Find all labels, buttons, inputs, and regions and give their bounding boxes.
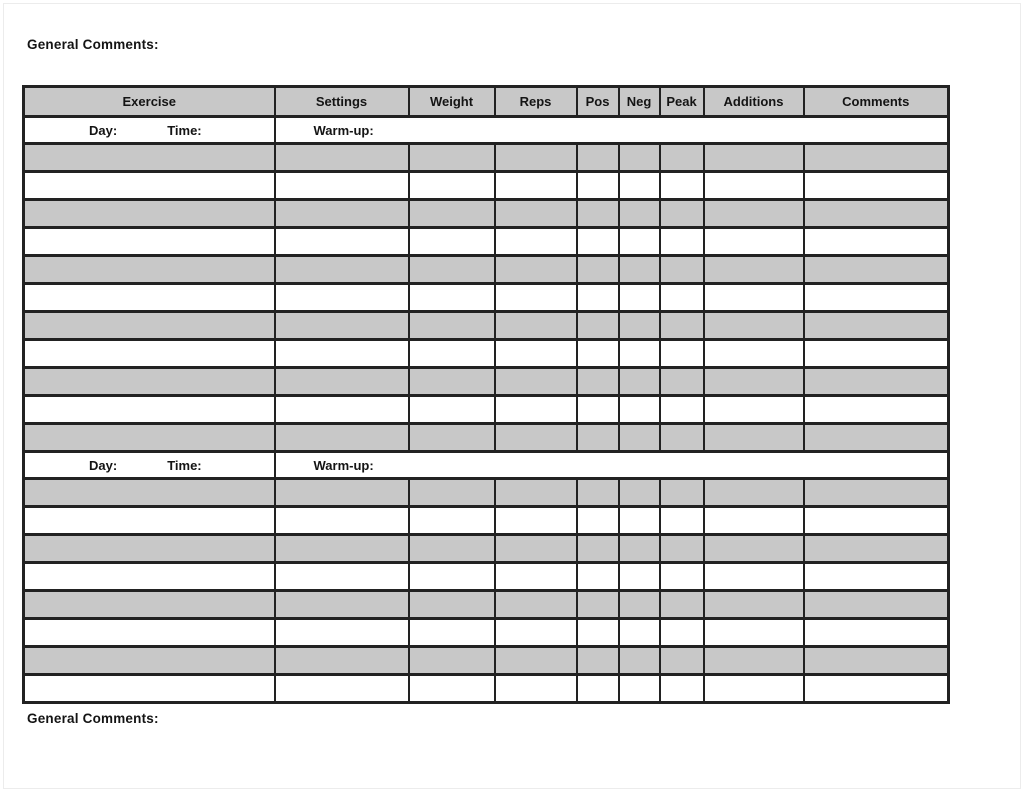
cell-comments[interactable]	[804, 256, 949, 284]
cell-comments[interactable]	[804, 675, 949, 703]
log-table-body	[24, 117, 949, 703]
table-row	[24, 647, 949, 675]
day-time-row	[24, 117, 949, 144]
cell-additions[interactable]	[704, 228, 804, 256]
cell-peak[interactable]	[660, 144, 704, 172]
cell-additions[interactable]	[704, 563, 804, 591]
cell-neg[interactable]	[619, 647, 660, 675]
cell-weight[interactable]	[409, 424, 495, 452]
cell-additions[interactable]	[704, 172, 804, 200]
cell-settings[interactable]	[275, 507, 409, 535]
cell-comments[interactable]	[804, 591, 949, 619]
cell-additions[interactable]	[704, 619, 804, 647]
cell-pos[interactable]	[577, 535, 619, 563]
cell-settings[interactable]	[275, 256, 409, 284]
cell-pos[interactable]	[577, 647, 619, 675]
cell-neg[interactable]	[619, 368, 660, 396]
cell-exercise[interactable]	[24, 228, 275, 256]
column-header-weight: Weight	[409, 87, 495, 117]
cell-neg[interactable]	[619, 591, 660, 619]
cell-weight[interactable]	[409, 619, 495, 647]
cell-pos[interactable]	[577, 256, 619, 284]
cell-pos[interactable]	[577, 312, 619, 340]
table-row	[24, 340, 949, 368]
column-header-pos: Pos	[577, 87, 619, 117]
cell-additions[interactable]	[704, 284, 804, 312]
table-row	[24, 675, 949, 703]
column-header-comments: Comments	[804, 87, 949, 117]
cell-peak[interactable]	[660, 312, 704, 340]
cell-neg[interactable]	[619, 172, 660, 200]
cell-pos[interactable]	[577, 563, 619, 591]
cell-settings[interactable]	[275, 368, 409, 396]
cell-reps[interactable]	[495, 507, 577, 535]
cell-reps[interactable]	[495, 647, 577, 675]
cell-weight[interactable]	[409, 647, 495, 675]
table-row	[24, 591, 949, 619]
cell-weight[interactable]	[409, 396, 495, 424]
cell-weight[interactable]	[409, 507, 495, 535]
cell-comments[interactable]	[804, 368, 949, 396]
cell-exercise[interactable]	[24, 424, 275, 452]
table-row	[24, 396, 949, 424]
table-row	[24, 228, 949, 256]
cell-pos[interactable]	[577, 340, 619, 368]
cell-neg[interactable]	[619, 312, 660, 340]
cell-neg[interactable]	[619, 256, 660, 284]
cell-peak[interactable]	[660, 619, 704, 647]
cell-peak[interactable]	[660, 368, 704, 396]
cell-comments[interactable]	[804, 535, 949, 563]
cell-comments[interactable]	[804, 479, 949, 507]
cell-neg[interactable]	[619, 619, 660, 647]
cell-weight[interactable]	[409, 563, 495, 591]
cell-comments[interactable]	[804, 396, 949, 424]
cell-exercise[interactable]	[24, 535, 275, 563]
cell-neg[interactable]	[619, 424, 660, 452]
warmup-cell[interactable]	[275, 452, 949, 479]
cell-settings[interactable]	[275, 591, 409, 619]
cell-settings[interactable]	[275, 479, 409, 507]
cell-comments[interactable]	[804, 563, 949, 591]
cell-neg[interactable]	[619, 144, 660, 172]
cell-pos[interactable]	[577, 228, 619, 256]
cell-exercise[interactable]	[24, 144, 275, 172]
column-header-exercise: Exercise	[24, 87, 275, 117]
cell-weight[interactable]	[409, 368, 495, 396]
cell-pos[interactable]	[577, 619, 619, 647]
cell-weight[interactable]	[409, 284, 495, 312]
cell-reps[interactable]	[495, 200, 577, 228]
cell-reps[interactable]	[495, 675, 577, 703]
cell-comments[interactable]	[804, 172, 949, 200]
table-row	[24, 535, 949, 563]
cell-exercise[interactable]	[24, 647, 275, 675]
warmup-label: Warm-up:	[313, 457, 374, 473]
cell-reps[interactable]	[495, 284, 577, 312]
cell-settings[interactable]	[275, 312, 409, 340]
cell-pos[interactable]	[577, 144, 619, 172]
table-row	[24, 172, 949, 200]
cell-exercise[interactable]	[24, 312, 275, 340]
cell-peak[interactable]	[660, 256, 704, 284]
cell-additions[interactable]	[704, 647, 804, 675]
cell-reps[interactable]	[495, 144, 577, 172]
cell-exercise[interactable]	[24, 368, 275, 396]
cell-neg[interactable]	[619, 340, 660, 368]
cell-peak[interactable]	[660, 424, 704, 452]
cell-exercise[interactable]	[24, 563, 275, 591]
cell-additions[interactable]	[704, 535, 804, 563]
column-header-settings: Settings	[275, 87, 409, 117]
cell-additions[interactable]	[704, 200, 804, 228]
cell-comments[interactable]	[804, 424, 949, 452]
cell-reps[interactable]	[495, 228, 577, 256]
workout-log-table	[22, 85, 950, 704]
day-time-cell[interactable]	[24, 452, 275, 479]
cell-peak[interactable]	[660, 675, 704, 703]
cell-settings[interactable]	[275, 647, 409, 675]
cell-peak[interactable]	[660, 396, 704, 424]
cell-reps[interactable]	[495, 368, 577, 396]
cell-pos[interactable]	[577, 284, 619, 312]
cell-neg[interactable]	[619, 507, 660, 535]
general-comments-bottom-label: General Comments:	[27, 711, 159, 726]
table-row	[24, 507, 949, 535]
cell-additions[interactable]	[704, 144, 804, 172]
cell-peak[interactable]	[660, 563, 704, 591]
cell-comments[interactable]	[804, 284, 949, 312]
cell-reps[interactable]	[495, 172, 577, 200]
cell-additions[interactable]	[704, 675, 804, 703]
cell-reps[interactable]	[495, 591, 577, 619]
cell-additions[interactable]	[704, 368, 804, 396]
cell-reps[interactable]	[495, 312, 577, 340]
time-label: Time:	[167, 122, 202, 138]
cell-weight[interactable]	[409, 228, 495, 256]
cell-weight[interactable]	[409, 200, 495, 228]
table-row	[24, 479, 949, 507]
cell-weight[interactable]	[409, 340, 495, 368]
cell-weight[interactable]	[409, 591, 495, 619]
cell-reps[interactable]	[495, 340, 577, 368]
cell-additions[interactable]	[704, 424, 804, 452]
cell-peak[interactable]	[660, 172, 704, 200]
cell-exercise[interactable]	[24, 591, 275, 619]
time-label: Time:	[167, 457, 202, 473]
cell-pos[interactable]	[577, 368, 619, 396]
cell-settings[interactable]	[275, 200, 409, 228]
cell-settings[interactable]	[275, 172, 409, 200]
cell-pos[interactable]	[577, 396, 619, 424]
cell-peak[interactable]	[660, 340, 704, 368]
cell-additions[interactable]	[704, 396, 804, 424]
cell-neg[interactable]	[619, 479, 660, 507]
table-row	[24, 368, 949, 396]
cell-neg[interactable]	[619, 535, 660, 563]
cell-additions[interactable]	[704, 340, 804, 368]
warmup-label: Warm-up:	[313, 122, 374, 138]
cell-weight[interactable]	[409, 256, 495, 284]
table-row	[24, 256, 949, 284]
cell-neg[interactable]	[619, 228, 660, 256]
cell-pos[interactable]	[577, 591, 619, 619]
cell-additions[interactable]	[704, 507, 804, 535]
cell-neg[interactable]	[619, 284, 660, 312]
cell-neg[interactable]	[619, 563, 660, 591]
cell-additions[interactable]	[704, 479, 804, 507]
cell-peak[interactable]	[660, 479, 704, 507]
cell-comments[interactable]	[804, 312, 949, 340]
cell-pos[interactable]	[577, 200, 619, 228]
cell-settings[interactable]	[275, 284, 409, 312]
cell-comments[interactable]	[804, 200, 949, 228]
cell-neg[interactable]	[619, 396, 660, 424]
table-row	[24, 312, 949, 340]
cell-weight[interactable]	[409, 675, 495, 703]
cell-comments[interactable]	[804, 647, 949, 675]
cell-settings[interactable]	[275, 619, 409, 647]
table-row	[24, 200, 949, 228]
header-row	[24, 87, 949, 117]
day-time-row	[24, 452, 949, 479]
day-label: Day:	[89, 457, 118, 473]
cell-comments[interactable]	[804, 228, 949, 256]
cell-settings[interactable]	[275, 563, 409, 591]
cell-exercise[interactable]	[24, 507, 275, 535]
table-row	[24, 144, 949, 172]
column-header-peak: Peak	[660, 87, 704, 117]
cell-reps[interactable]	[495, 396, 577, 424]
cell-comments[interactable]	[804, 340, 949, 368]
cell-pos[interactable]	[577, 507, 619, 535]
cell-weight[interactable]	[409, 535, 495, 563]
cell-comments[interactable]	[804, 144, 949, 172]
column-header-neg: Neg	[619, 87, 660, 117]
cell-settings[interactable]	[275, 396, 409, 424]
cell-settings[interactable]	[275, 144, 409, 172]
cell-exercise[interactable]	[24, 284, 275, 312]
cell-comments[interactable]	[804, 619, 949, 647]
cell-exercise[interactable]	[24, 675, 275, 703]
cell-peak[interactable]	[660, 647, 704, 675]
cell-peak[interactable]	[660, 507, 704, 535]
cell-peak[interactable]	[660, 591, 704, 619]
cell-exercise[interactable]	[24, 200, 275, 228]
cell-exercise[interactable]	[24, 619, 275, 647]
cell-pos[interactable]	[577, 172, 619, 200]
table-row	[24, 424, 949, 452]
cell-exercise[interactable]	[24, 172, 275, 200]
column-header-reps: Reps	[495, 87, 577, 117]
cell-additions[interactable]	[704, 256, 804, 284]
cell-neg[interactable]	[619, 200, 660, 228]
cell-peak[interactable]	[660, 535, 704, 563]
cell-settings[interactable]	[275, 340, 409, 368]
cell-settings[interactable]	[275, 535, 409, 563]
day-time-cell[interactable]	[24, 117, 275, 144]
cell-exercise[interactable]	[24, 479, 275, 507]
cell-peak[interactable]	[660, 228, 704, 256]
cell-settings[interactable]	[275, 424, 409, 452]
cell-comments[interactable]	[804, 507, 949, 535]
table-row	[24, 284, 949, 312]
cell-exercise[interactable]	[24, 340, 275, 368]
cell-reps[interactable]	[495, 256, 577, 284]
general-comments-top-label: General Comments:	[27, 37, 159, 52]
column-header-additions: Additions	[704, 87, 804, 117]
cell-peak[interactable]	[660, 200, 704, 228]
warmup-cell[interactable]	[275, 117, 949, 144]
cell-pos[interactable]	[577, 424, 619, 452]
cell-reps[interactable]	[495, 535, 577, 563]
cell-weight[interactable]	[409, 479, 495, 507]
table-row	[24, 563, 949, 591]
cell-additions[interactable]	[704, 312, 804, 340]
cell-reps[interactable]	[495, 479, 577, 507]
cell-pos[interactable]	[577, 479, 619, 507]
cell-reps[interactable]	[495, 424, 577, 452]
cell-exercise[interactable]	[24, 396, 275, 424]
cell-settings[interactable]	[275, 675, 409, 703]
day-label: Day:	[89, 122, 118, 138]
cell-neg[interactable]	[619, 675, 660, 703]
cell-weight[interactable]	[409, 172, 495, 200]
cell-pos[interactable]	[577, 675, 619, 703]
table-row	[24, 619, 949, 647]
cell-weight[interactable]	[409, 144, 495, 172]
cell-reps[interactable]	[495, 563, 577, 591]
cell-weight[interactable]	[409, 312, 495, 340]
cell-settings[interactable]	[275, 228, 409, 256]
cell-reps[interactable]	[495, 619, 577, 647]
cell-exercise[interactable]	[24, 256, 275, 284]
cell-additions[interactable]	[704, 591, 804, 619]
cell-peak[interactable]	[660, 284, 704, 312]
